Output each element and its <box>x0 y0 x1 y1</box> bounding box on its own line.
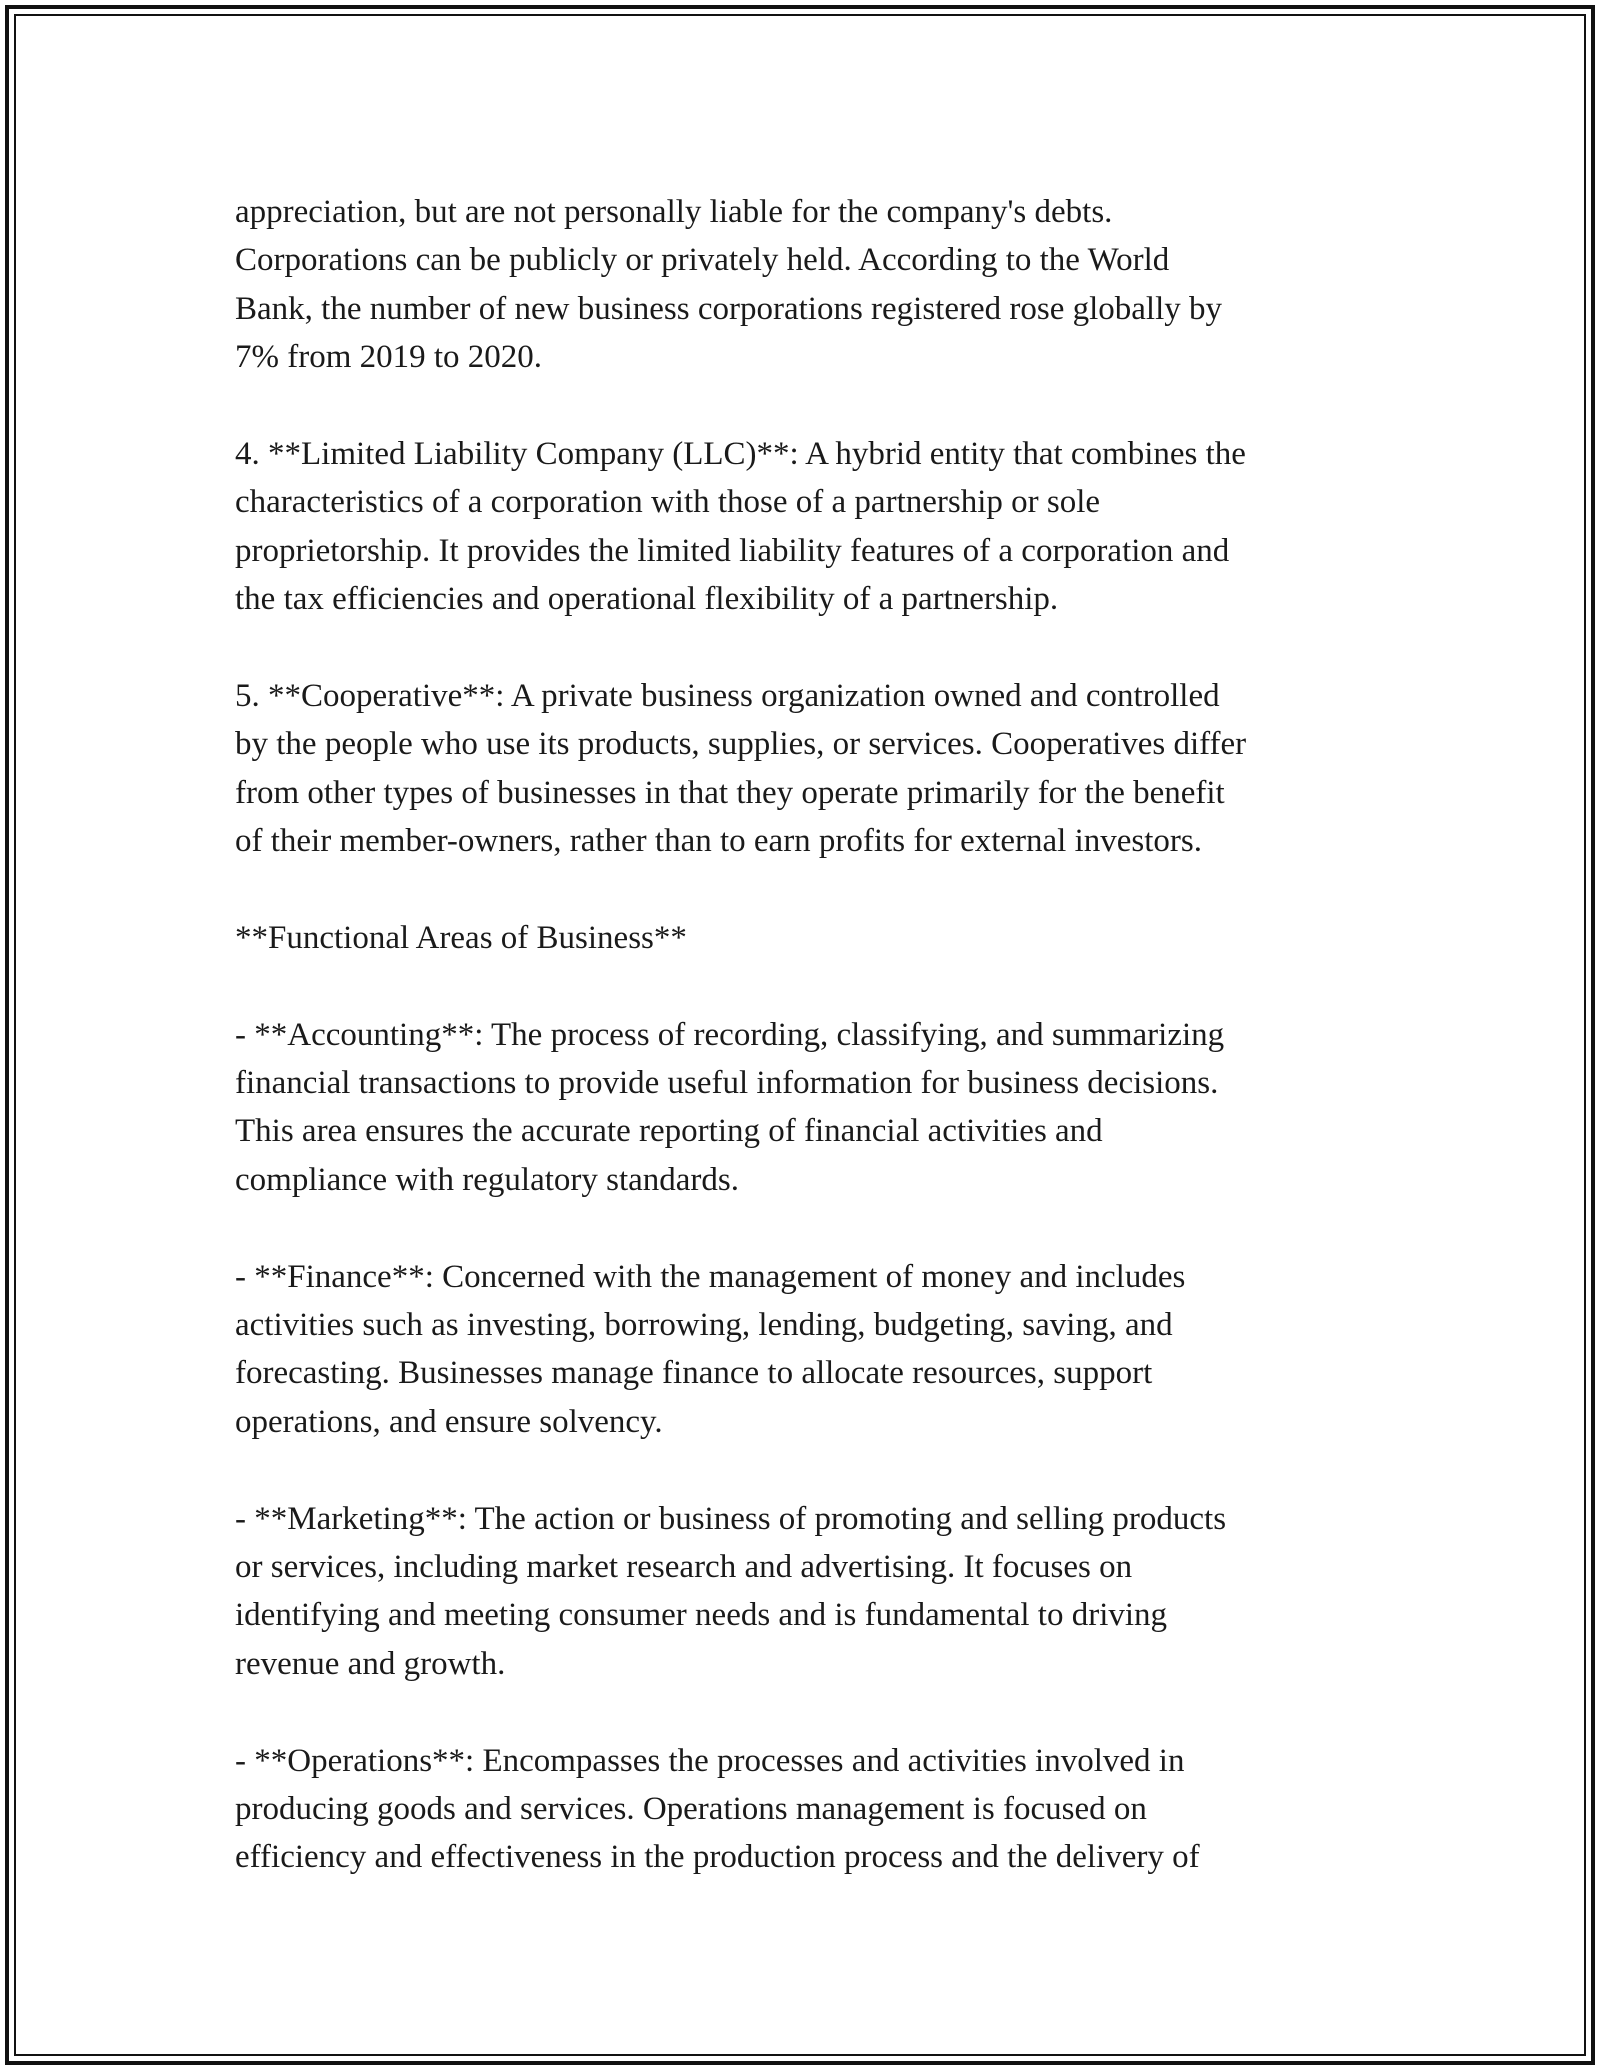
text-line: the tax efficiencies and operational flexibility of a partnership. <box>235 581 1059 618</box>
paragraph-llc <box>235 430 1385 624</box>
text-line: - **Finance**: Concerned with the management of money and includes <box>235 1258 1186 1295</box>
text-line: or services, including market research and advertising. It focuses on <box>235 1548 1133 1585</box>
text-line: appreciation, but are not personally liable for the company's debts. <box>235 194 1113 230</box>
paragraph-cooperative <box>235 672 1385 866</box>
text-line: identifying and meeting consumer needs and is fundamental to driving <box>235 1597 1168 1634</box>
list-item-finance <box>235 1253 1385 1447</box>
list-item-marketing <box>235 1495 1385 1689</box>
text-line: 5. **Cooperative**: A private business organization owned and controlled <box>235 677 1220 714</box>
paragraph-spacer <box>235 382 1385 430</box>
text-line: financial transactions to provide useful information for business decisions. <box>235 1065 1219 1102</box>
text-line: Bank, the number of new business corporations registered rose globally by <box>235 290 1223 327</box>
text-line: This area ensures the accurate reporting of financial activities and <box>235 1113 1103 1150</box>
text-line: by the people who use its products, supplies, or services. Cooperatives differ <box>235 726 1247 763</box>
text-line: Corporations can be publicly or privately held. According to the World <box>235 242 1170 279</box>
section-heading-functional-areas <box>235 914 1385 962</box>
text-line: from other types of businesses in that they operate primarily for the benefit <box>235 774 1225 811</box>
paragraph-corporation-continuation <box>235 188 1385 382</box>
text-line: - **Operations**: Encompasses the processes and activities involved in <box>235 1742 1185 1779</box>
text-line: activities such as investing, borrowing, lending, budgeting, saving, and <box>235 1306 1173 1343</box>
text-line: 7% from 2019 to 2020. <box>235 339 543 376</box>
text-line: producing goods and services. Operations management is focused on <box>235 1790 1147 1827</box>
paragraph-spacer <box>235 1204 1385 1252</box>
paragraph-spacer <box>235 1688 1385 1736</box>
text-line: operations, and ensure solvency. <box>235 1403 663 1440</box>
text-line: 4. **Limited Liability Company (LLC)**: A hybrid entity that combines the <box>235 435 1246 472</box>
section-heading: **Functional Areas of Business** <box>235 919 687 956</box>
text-line: - **Marketing**: The action or business of promoting and selling products <box>235 1500 1227 1537</box>
text-line: revenue and growth. <box>235 1645 506 1682</box>
text-line: proprietorship. It provides the limited liability features of a corporation and <box>235 532 1230 569</box>
text-line: characteristics of a corporation with those of a partnership or sole <box>235 484 1101 521</box>
paragraph-spacer <box>235 624 1385 672</box>
list-item-accounting <box>235 1011 1385 1205</box>
paragraph-spacer <box>235 962 1385 1010</box>
text-line: of their member-owners, rather than to earn profits for external investors. <box>235 823 1202 860</box>
document-body <box>235 188 1385 1882</box>
text-line: forecasting. Businesses manage finance to allocate resources, support <box>235 1355 1153 1392</box>
paragraph-spacer <box>235 1446 1385 1494</box>
text-line: efficiency and effectiveness in the production process and the delivery of <box>235 1839 1200 1876</box>
paragraph-spacer <box>235 865 1385 913</box>
text-line: - **Accounting**: The process of recording, classifying, and summarizing <box>235 1016 1225 1053</box>
text-line: compliance with regulatory standards. <box>235 1161 740 1198</box>
list-item-operations <box>235 1737 1385 1882</box>
